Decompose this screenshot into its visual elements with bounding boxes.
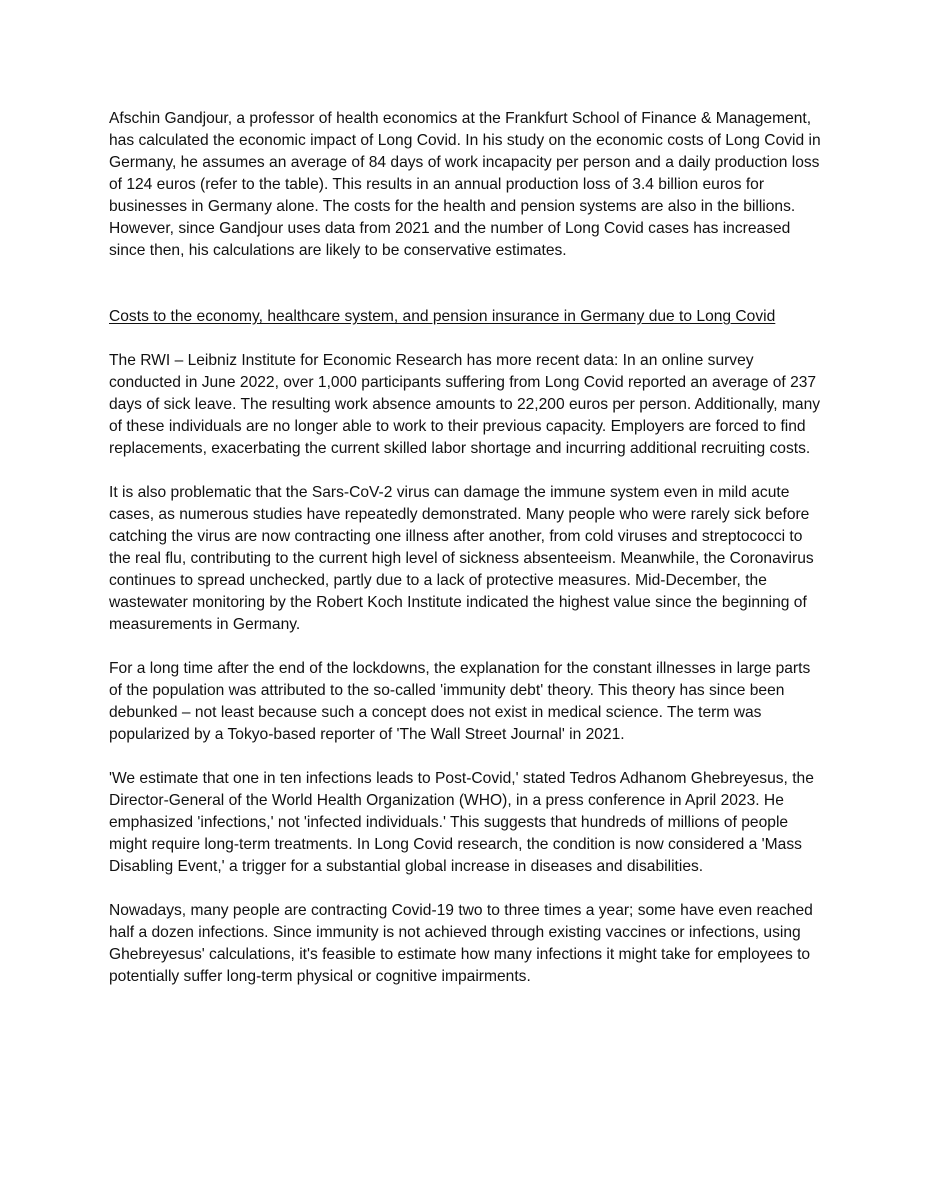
paragraph-immunity-debt: For a long time after the end of the lockdowns, the explanation for the constant illnesses in large parts of the population was attributed to the so-called 'immunity debt' theory. This theory has since been debunked – not least because such a concept does not exist in medical science. The term was popularized by a Tokyo-based reporter of 'The Wall Street Journal' in 2021. [109, 660, 811, 743]
document-body [109, 108, 824, 1010]
paragraph-reinfections: Nowadays, many people are contracting Covid-19 two to three times a year; some have even reached half a dozen infections. Since immunity is not achieved through existing vaccines or infections, using Ghebreyesus' calculations, it's feasible to estimate how many infections it might take for employees to potentially suffer long-term physical or cognitive impairments. [109, 902, 813, 985]
section-heading: Costs to the economy, healthcare system, and pension insurance in Germany due to Long Covid [109, 308, 776, 325]
intro-paragraph: Afschin Gandjour, a professor of health economics at the Frankfurt School of Finance & Management, has calculated the economic impact of Long Covid. In his study on the economic costs of Long Covid in Germany, he assumes an average of 84 days of work incapacity per person and a daily production loss of 124 euros (refer to the table). This results in an annual production loss of 3.4 billion euros for businesses in Germany alone. The costs for the health and pension systems are also in the billions. However, since Gandjour uses data from 2021 and the number of Long Covid cases has increased since then, his calculations are likely to be conservative estimates. [109, 110, 821, 259]
paragraph-rwi-survey: The RWI – Leibniz Institute for Economic Research has more recent data: In an online survey conducted in June 2022, over 1,000 participants suffering from Long Covid reported an average of 237 days of sick leave. The resulting work absence amounts to 22,200 euros per person. Additionally, many of these individuals are no longer able to work to their previous capacity. Employers are forced to find replacements, exacerbating the current skilled labor shortage and incurring additional recruiting costs. [109, 352, 821, 457]
paragraph-immune-damage: It is also problematic that the Sars-CoV-2 virus can damage the immune system even in mild acute cases, as numerous studies have repeatedly demonstrated. Many people who were rarely sick before catching the virus are now contracting one illness after another, from cold viruses and streptococci to the real flu, contributing to the current high level of sickness absenteeism. Meanwhile, the Coronavirus continues to spread unchecked, partly due to a lack of protective measures. Mid-December, the wastewater monitoring by the Robert Koch Institute indicated the highest value since the beginning of measurements in Germany. [109, 484, 814, 633]
paragraph-who-estimate: 'We estimate that one in ten infections leads to Post-Covid,' stated Tedros Adhanom Ghebreyesus, the Director-General of the World Health Organization (WHO), in a press conference in April 2023. He emphasized 'infections,' not 'infected individuals.' This suggests that hundreds of millions of people might require long-term treatments. In Long Covid research, the condition is now considered a 'Mass Disabling Event,' a trigger for a substantial global increase in diseases and disabilities. [109, 770, 814, 875]
